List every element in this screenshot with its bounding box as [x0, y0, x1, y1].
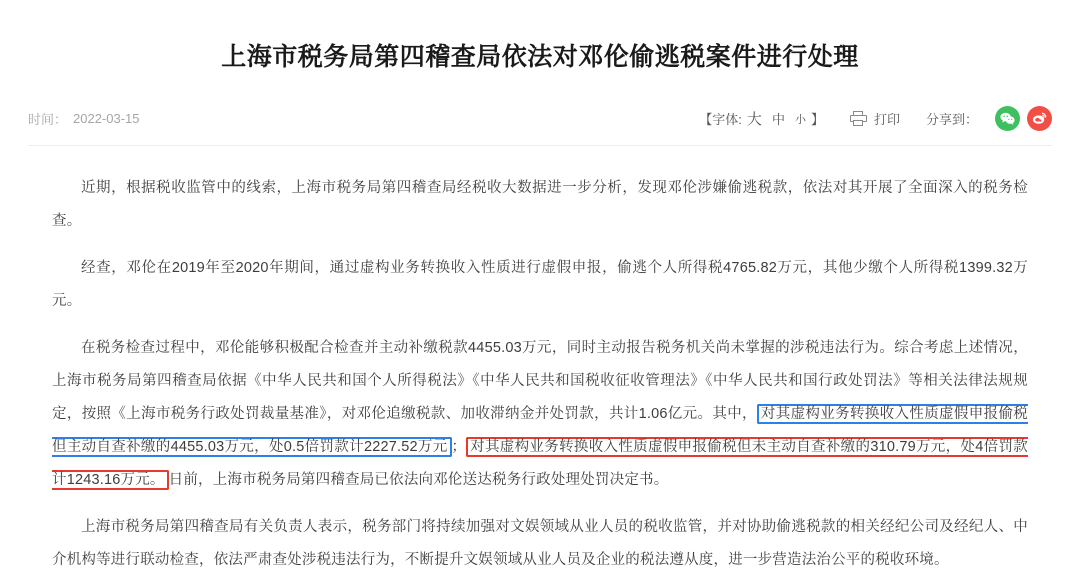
share-group	[926, 106, 1052, 131]
paragraph-3	[52, 332, 1028, 497]
paragraph-4: 上海市税务局第四稽查局有关负责人表示，税务部门将持续加强对文娱领域从业人员的税收监管，并对协助偷逃税款的相关经纪公司及经纪人、中介机构等进行联动检查，依法严肃查处涉税违法行为，不断提升文娱领域从业人员及企业的税法遵从度，进一步营造法治公平的税收环境。	[52, 518, 1028, 568]
article-body	[0, 146, 1080, 577]
font-bracket-close: 】	[810, 112, 824, 128]
share-label: 分享到：	[925, 112, 978, 128]
publish-time-value: 2022-03-15	[73, 111, 140, 127]
font-size-large-button[interactable]: 大	[746, 111, 762, 129]
wechat-icon[interactable]	[995, 106, 1020, 131]
highlight-red-no-self-report: 对其虚构业务转换收入性质虚假申报偷税但未主动自查补缴的310.79万元，处4倍罚款计1243.16万元。	[52, 438, 1028, 488]
font-size-label: 字体:	[712, 112, 742, 128]
highlight-blue-self-report: 对其虚构业务转换收入性质虚假申报偷税但主动自查补缴的4455.03万元，处0.5倍罚款计2227.52万元	[52, 405, 1028, 455]
meta-bar	[28, 97, 1052, 146]
paragraph-3-separator: ；	[451, 438, 467, 455]
print-button[interactable]	[850, 109, 900, 128]
weibo-icon[interactable]	[1027, 106, 1052, 131]
font-size-small-button[interactable]: 小	[794, 113, 806, 126]
page-title: 上海市税务局第四稽查局依法对邓伦偷逃税案件进行处理	[221, 42, 859, 71]
publish-time	[28, 109, 140, 128]
font-size-controls	[699, 108, 824, 129]
paragraph-1: 近期，根据税收监管中的线索，上海市税务局第四稽查局经税收大数据进一步分析，发现邓伦涉嫌偷逃税款，依法对其开展了全面深入的税务检查。	[52, 179, 1028, 229]
font-size-medium-button[interactable]: 中	[771, 112, 785, 128]
printer-icon	[850, 111, 867, 126]
paragraph-3-text-after: 日前，上海市税务局第四稽查局已依法向邓伦送达税务行政处理处罚决定书。	[168, 471, 669, 488]
publish-time-label: 时间：	[28, 112, 68, 128]
print-label: 打印	[873, 112, 900, 128]
paragraph-2: 经查，邓伦在2019年至2020年期间，通过虚构业务转换收入性质进行虚假申报，偷逃个人所得税4765.82万元，其他少缴个人所得税1399.32万元。	[52, 259, 1028, 309]
article-page	[0, 17, 1080, 568]
paragraph-3-text-before: 在税务检查过程中，邓伦能够积极配合检查并主动补缴税款4455.03万元，同时主动报告税务机关尚未掌握的涉税违法行为。综合考虑上述情况，上海市税务局第四稽查局依据《中华人民共和国个人所得税法》《中华人民共和国税收征收管理法》《中华人民共和国行政处罚法》等相关法律法规规定，按照《上海市税务行政处罚裁量基准》，对邓伦追缴税款、加收滞纳金并处罚款，共计1.06亿元。其中，	[52, 339, 1028, 422]
font-bracket-open: 【	[699, 112, 713, 128]
meta-actions	[699, 106, 1052, 131]
